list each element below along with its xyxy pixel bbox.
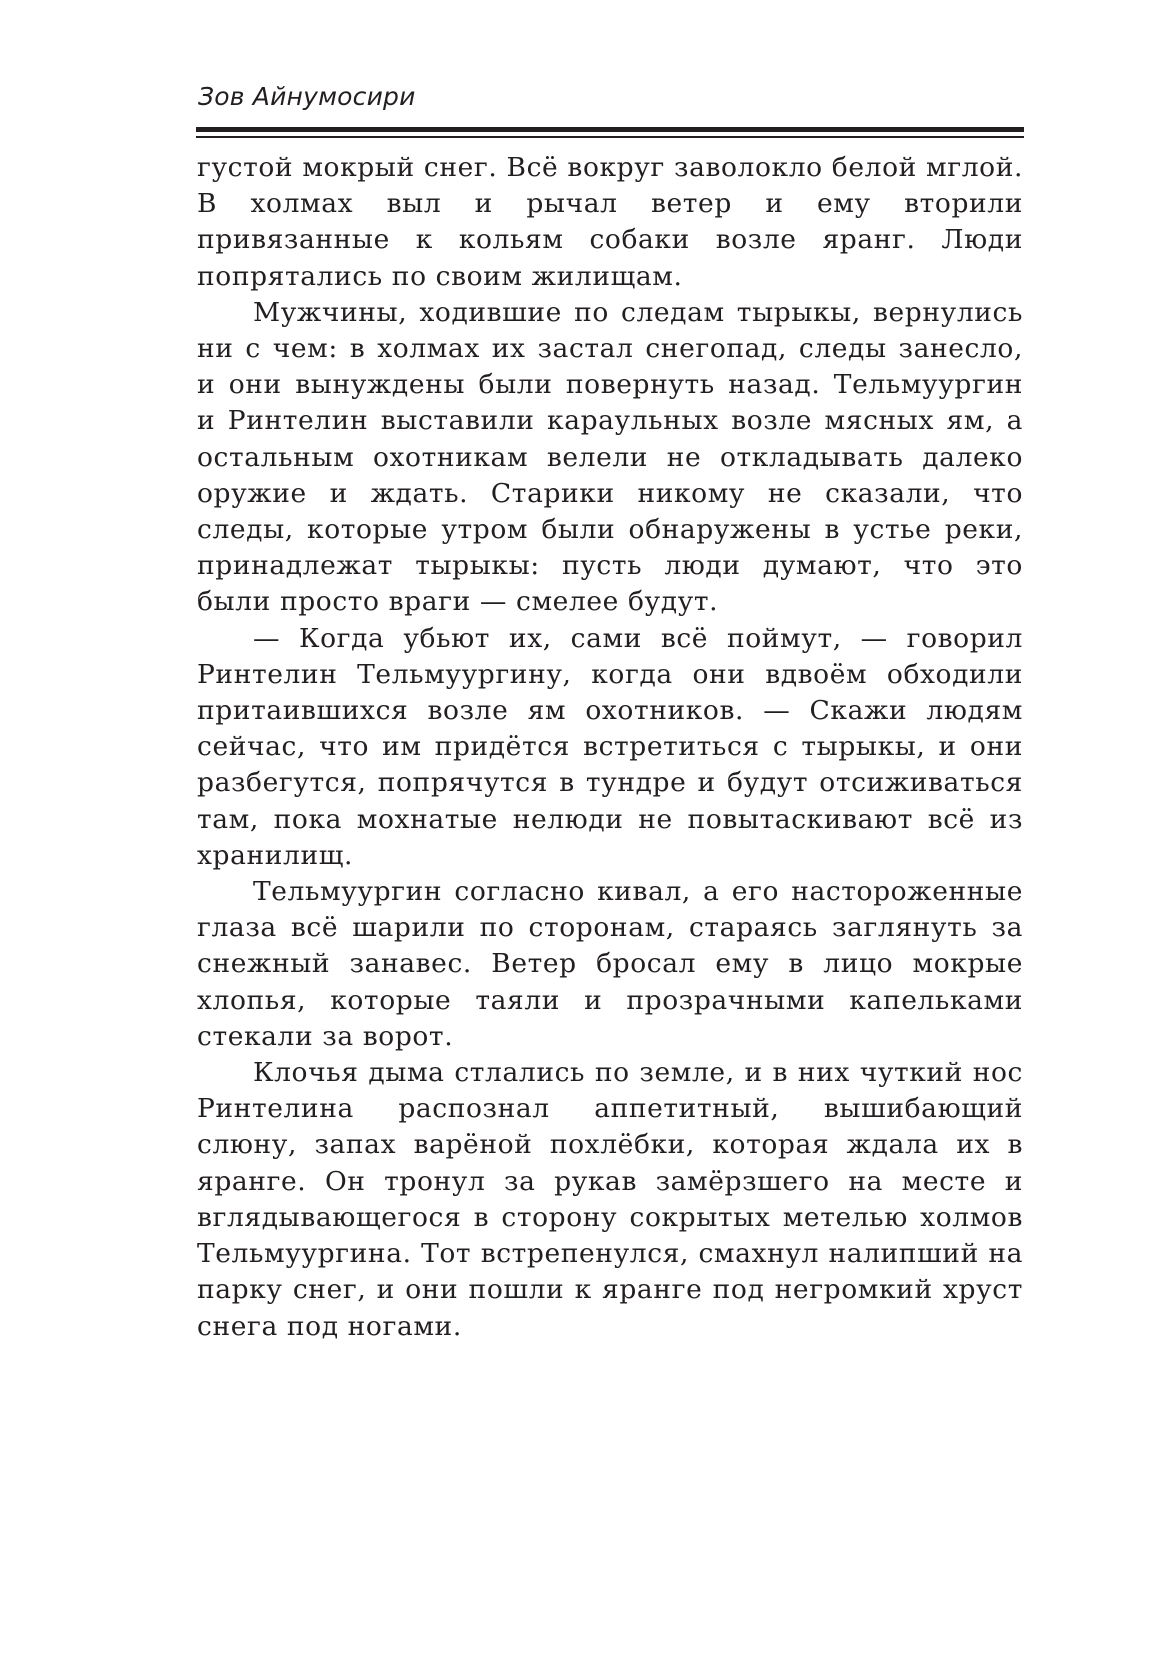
header-rule-thin bbox=[196, 136, 1024, 138]
body-text bbox=[197, 150, 1023, 1345]
running-header: Зов Айнумосири bbox=[198, 82, 416, 111]
paragraph-2: Мужчины, ходившие по следам тырыкы, вернулись ни с чем: в холмах их застал снегопад, следы занесло, и они вынуждены были повернуть назад. Тельмуургин и Ринтелин выставили караульных возле мясных ям, а остальным охотникам велели не откладывать далеко оружие и ждать. Старики никому не сказали, что следы, которые утром были обнаружены в устье реки, принадлежат тырыкы: пусть люди думают, что это были просто враги — смелее будут. bbox=[197, 296, 1023, 618]
paragraph-4: Тельмуургин согласно кивал, а его настороженные глаза всё шарили по сторонам, стараясь заглянуть за снежный занавес. Ветер бросал ему в лицо мокрые хлопья, которые таяли и прозрачными капельками стекали за ворот. bbox=[197, 876, 1023, 1052]
paragraph-3: — Когда убьют их, сами всё поймут, — говорил Ринтелин Тельмуургину, когда они вдвоём обходили притаившихся возле ям охотников. — Скажи людям сейчас, что им придётся встретиться с тырыкы, и они разбегутся, попрячутся в тундре и будут отсиживаться там, пока мохнатые нелюди не повытаскивают всё из хранилищ. bbox=[197, 622, 1023, 871]
paragraph-5: Клочья дыма стлались по земле, и в них чуткий нос Ринтелина распознал аппетитный, вышибающий слюну, запах варёной похлёбки, которая ждала их в яранге. Он тронул за рукав замёрзшего на месте и вглядывающегося в сторону сокрытых метелью холмов Тельмуургина. Тот встрепенулся, смахнул налипший на парку снег, и они пошли к яранге под негромкий хруст снега под ногами. bbox=[197, 1057, 1023, 1342]
paragraph-1: густой мокрый снег. Всё вокруг заволокло белой мглой. В холмах выл и рычал ветер и ему вторили привязанные к кольям собаки возле яранг. Люди попрятались по своим жилищам. bbox=[197, 152, 1023, 292]
header-rule-thick bbox=[196, 127, 1024, 132]
